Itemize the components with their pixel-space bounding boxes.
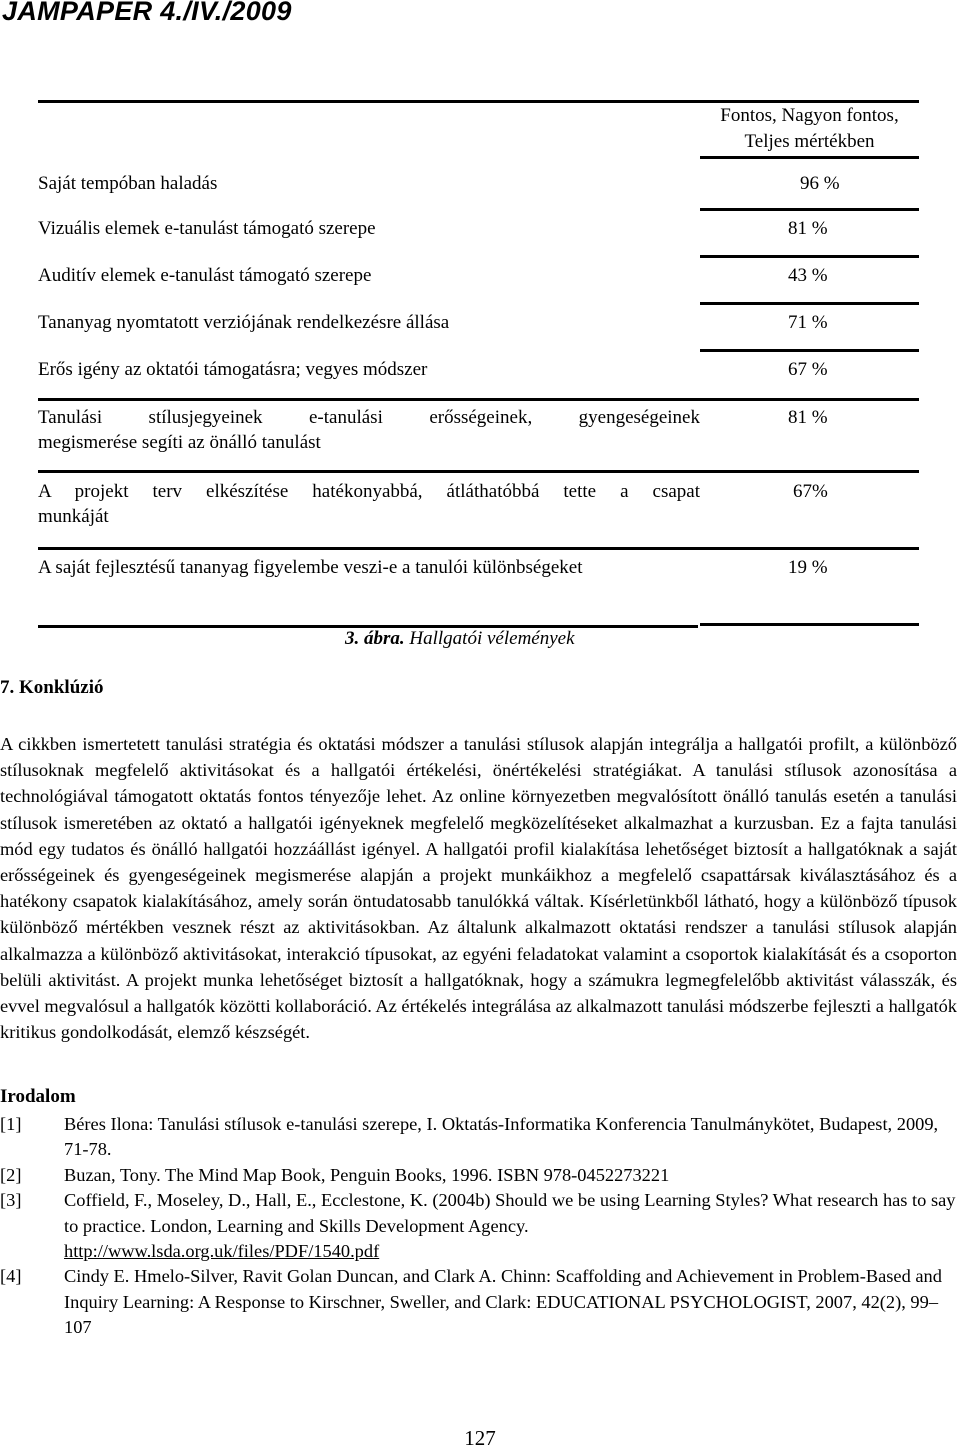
- journal-header: JAMPAPER 4./IV./2009: [2, 0, 292, 26]
- table-row-label-line: megismerése segíti az önálló tanulást: [38, 432, 321, 453]
- table-row-value: 81 %: [788, 407, 828, 428]
- table-row-label-line: A projekt terv elkészítése hatékonyabbá, átláthatóbbá tette a csapat: [38, 481, 700, 502]
- table-row-label-line: munkáját: [38, 506, 109, 527]
- reference-text: Coffield, F., Moseley, D., Hall, E., Ecclestone, K. (2004b) Should we be using Learning Styles? What research has to say to practice. London, Learning and Skills Development Agency.: [64, 1190, 956, 1236]
- table-row-label: [38, 357, 700, 382]
- table-row-label-line: Vizuális elemek e-tanulást támogató szerepe: [38, 218, 376, 239]
- figure-number: 3. ábra.: [345, 628, 405, 649]
- reference-item: [0, 1163, 957, 1188]
- reference-index: [2]: [0, 1164, 22, 1185]
- table-rule: [38, 100, 919, 103]
- references-list: [0, 1112, 957, 1341]
- reference-text: Buzan, Tony. The Mind Map Book, Penguin Books, 1996. ISBN 978-0452273221: [64, 1164, 670, 1185]
- table-row-label-line: Saját tempóban haladás: [38, 173, 218, 194]
- figure-caption: [345, 628, 575, 650]
- table-row-value: 81 %: [788, 218, 828, 239]
- table-row-label-line: Tananyag nyomtatott verziójának rendelkezésre állása: [38, 312, 450, 333]
- table-row-label: [38, 263, 700, 288]
- table-row-value: 71 %: [788, 312, 828, 333]
- table-rule: [38, 398, 919, 401]
- reference-text: Cindy E. Hmelo-Silver, Ravit Golan Duncan, and Clark A. Chinn: Scaffolding and Achievement in Problem-Based and Inquiry Learning: A Response to Kirschner, Sweller, and Clark: EDUCATIONAL PSYCHOLOGIST, 2007, 42(2), 99–107: [64, 1266, 942, 1338]
- table-row-label: [38, 171, 700, 196]
- table-rule: [700, 349, 919, 352]
- table-rule: [700, 208, 919, 211]
- table-row-label: [38, 479, 700, 529]
- table-rule: [700, 302, 919, 305]
- reference-text: Béres Ilona: Tanulási stílusok e-tanulási szerepe, I. Oktatás-Informatika Konferencia Tanulmánykötet, Budapest, 2009, 71-78.: [64, 1114, 939, 1160]
- table-row-value: 67 %: [788, 359, 828, 380]
- table-rule: [38, 470, 919, 473]
- reference-index: [3]: [0, 1190, 22, 1211]
- table-row-label: [38, 405, 700, 455]
- column-header-line: Fontos, Nagyon fontos,: [720, 105, 899, 126]
- conclusion-body: [0, 731, 957, 1045]
- column-header-line: Teljes mértékben: [744, 131, 875, 152]
- reference-item: [0, 1264, 957, 1340]
- table-row-value: 96 %: [800, 173, 840, 194]
- reference-item: [0, 1112, 957, 1163]
- reference-link[interactable]: http://www.lsda.org.uk/files/PDF/1540.pdf: [64, 1241, 380, 1262]
- table-row-label: [38, 555, 700, 580]
- table-row-value: 67%: [793, 481, 828, 502]
- table-row-label-line: A saját fejlesztésű tananyag figyelembe veszi-e a tanulói különbségeket: [38, 557, 583, 578]
- table-rule: [38, 547, 919, 550]
- table-rule: [700, 623, 919, 626]
- table-row-value: 43 %: [788, 265, 828, 286]
- figure-title: Hallgatói vélemények: [409, 628, 575, 649]
- table-row-label: [38, 216, 700, 241]
- reference-item: [0, 1188, 957, 1264]
- table-row-label-line: Auditív elemek e-tanulást támogató szerepe: [38, 265, 372, 286]
- reference-index: [4]: [0, 1266, 22, 1287]
- table-row-value: 19 %: [788, 557, 828, 578]
- table-rule: [700, 156, 919, 159]
- table-row-label: [38, 310, 700, 335]
- column-header: [700, 103, 919, 155]
- table-rule: [700, 255, 919, 258]
- references-heading: Irodalom: [0, 1086, 76, 1107]
- conclusion-paragraph: A cikkben ismertetett tanulási stratégia és oktatási módszer a tanulási stílusok alapján integrálja a hallgatói profilt, a különböző stílusoknak megfelelő aktivitásokat és a hallgatói értékelési, önértékelési stratégiákat. A tanulási stílusok azonosítása a technológiával támogatott oktatás fontos tényezője lehet. Az online környezetben megvalósított önálló tanulás esetén a tanulási stílusok ismeretében az oktató a hallgatói igényeknek megfelelő megközelítéseket alkalmazhat a kurzusban. Ez a fajta tanulási mód egy tudatos és önálló hallgatói hozzáállást igényel. A hallgatói profil kialakítása lehetőséget biztosít a hallgatóknak a saját erősségeinek és gyengeségeinek megismerése alapján a projekt munkáikhoz a megfelelő csapattársak kiválasztásához és a hatékony csapatok kialakításához, amely során öntudatosabb tanulókká váltak. Kísérletünkből látható, hogy a különböző típusok különböző mértékben vesznek részt az aktivitásokban. Az általunk alkalmazott oktatási rendszer a tanulási stílusok alapján alkalmazza a különböző aktivitásokat, interakció típusokat, az egyéni feladatokat valamint a csoportok kialakítását és a csoporton belüli aktivitást. A projekt munka lehetőséget biztosít a hallgatóknak, hogy a számukra legmegfelelőbb aktivitást válasszák, és evvel megvalósul a hallgatók közötti kollaboráció. Az értékelés integrálása az alkalmazott tanulási módszerbe fejleszti a hallgatók kritikus gondolkodását, elemző készségét.: [0, 734, 957, 1043]
- table-row-label-line: Erős igény az oktatói támogatásra; vegyes módszer: [38, 359, 428, 380]
- page-number: 127: [464, 1426, 496, 1450]
- table-row-label-line: Tanulási stílusjegyeinek e-tanulási erősségeinek, gyengeségeinek: [38, 407, 700, 428]
- section-heading: 7. Konklúzió: [0, 677, 104, 698]
- reference-index: [1]: [0, 1114, 22, 1134]
